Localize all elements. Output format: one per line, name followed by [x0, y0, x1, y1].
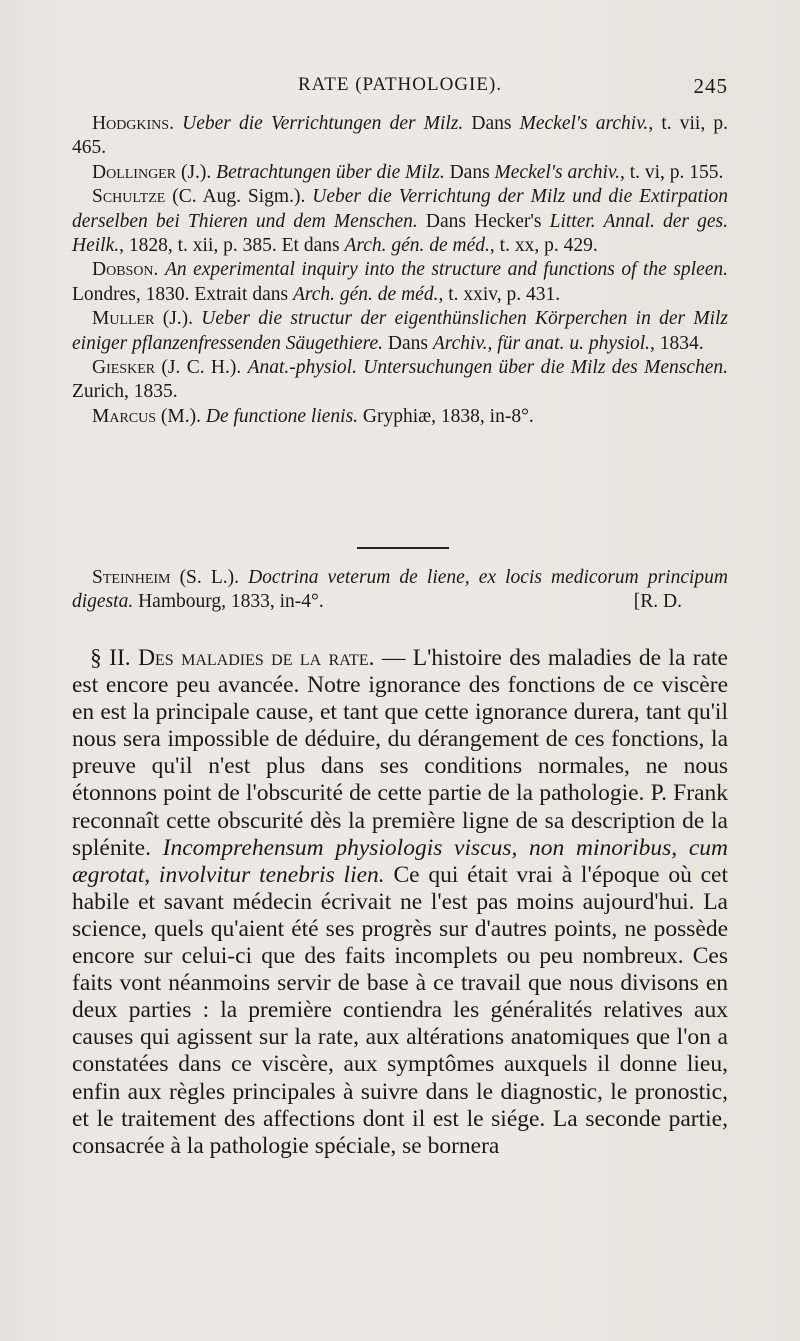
entry-citation: , t. vi, p. 155. [619, 161, 724, 183]
entry-author: Schultze [92, 186, 166, 208]
entry-citation-2: , t. xx, p. 429. [489, 235, 598, 257]
entry-author: Marcus [92, 405, 157, 427]
entry-journal: Archiv., für anat. u. physiol. [432, 332, 651, 354]
entry-title: Ueber die Verrichtungen der Milz. [182, 113, 464, 134]
entry-text: Londres, 1830. Extrait dans [72, 283, 293, 305]
entry-journal: Meckel's archiv. [519, 113, 649, 134]
entry-title: Ueber die Verrichtung der Milz und die Extirpation derselben bei Thieren und dem Menschen. [72, 186, 729, 232]
entry-author: Dollinger [92, 161, 177, 183]
entry-citation: , 1834. [650, 332, 704, 354]
entry-author: Muller [92, 308, 155, 330]
entry-text: Gryphiæ, 1838, in-8°. [358, 405, 534, 427]
entry-text: Dans [444, 161, 495, 183]
entry-author: Steinheim [92, 567, 171, 588]
section-divider [357, 547, 449, 549]
running-title: RATE (PATHOLOGIE). [297, 74, 503, 95]
bibliography-entry [72, 185, 728, 258]
entry-initials: (M.). [156, 405, 206, 427]
section-text-part-2: Ce qui était vrai à l'époque où cet habile et savant médecin écrivait ne l'est pas moins aujourd'hui. La science, quels qu'aient été ses progrès sur d'autres points, ne possède encore sur celui-ci que des faits incomplets ou peu nombreux. Ces faits vont néanmoins servir de base à ce travail que nous divisons en deux parties : la première contiendra les généralités relatives aux causes qui agissent sur la rate, aux altérations anatomiques que l'on a constatées dans ce viscère, aux symptômes auxquels il donne lieu, enfin aux règles principales à suivre dans le diagnostic, le pronostic, et le traitement des affections dont il est le siége. La seconde partie, consacrée à la pathologie spéciale, se bornera [72, 861, 729, 1159]
section-body [72, 645, 728, 1160]
bibliography-entry [72, 112, 728, 161]
section-heading: Des maladies de la rate. [138, 645, 375, 671]
entry-text: Dans Hecker's [417, 210, 550, 232]
entry-text: Dans [463, 113, 520, 134]
entry-title: Betrachtungen über die Milz. [216, 161, 445, 183]
entry-text: Zurich, 1835. [72, 381, 178, 403]
entry-initials: (C. Aug. Sigm.). [165, 186, 313, 208]
entry-journal: Litter. Annal. der ges. Heilk. [72, 210, 728, 257]
bibliography-entry-late [72, 566, 728, 615]
entry-title: De functione lienis. [205, 405, 359, 427]
entry-initials: (J.). [176, 161, 217, 183]
entry-journal: Arch. gén. de méd. [292, 283, 439, 305]
entry-citation: , 1828, t. xii, p. 385. Et dans [119, 235, 345, 257]
page-number: 245 [693, 74, 728, 98]
entry-author: Dobson. [92, 259, 159, 281]
entry-citation: , t. vii, p. 465. [72, 113, 728, 159]
page-header [72, 74, 728, 104]
entry-initials: (J.). [154, 308, 202, 330]
entry-initials: (S. L.). [170, 567, 249, 588]
entry-author: Hodgkins. [92, 113, 174, 134]
latin-quotation: Incomprehensum physiologis viscus, non minoribus, cum ægrotat, involvitur tenebris lien. [72, 834, 729, 888]
entry-text: Dans [383, 332, 433, 354]
section-number: § II. [90, 645, 139, 671]
entry-title: Anat.-physiol. Untersuchungen über die Milz des Menschen. [247, 357, 728, 379]
bibliography-entry [72, 405, 728, 429]
bibliography-entry [72, 161, 728, 185]
author-signature: [R. D. [633, 591, 682, 613]
entry-title: Doctrina veterum de liene, ex locis medicorum principum digesta. [72, 567, 728, 613]
entry-title: An experimental inquiry into the structure and functions of the spleen. [164, 259, 729, 281]
bibliography-list [72, 112, 728, 429]
entry-journal: Meckel's archiv. [494, 161, 620, 183]
entry-author: Giesker [92, 357, 156, 379]
bibliography-entry [72, 307, 728, 356]
bibliography-entry [72, 356, 728, 405]
entry-initials: (J. C. H.). [155, 357, 248, 379]
bibliography-entry [72, 258, 728, 307]
entry-journal-2: Arch. gén. de méd. [344, 235, 490, 257]
entry-text: Hambourg, 1833, in-4°. [133, 591, 324, 613]
section-text-part-1: — L'histoire des maladies de la rate est encore peu avancée. Notre ignorance des fonctions de ce viscère en est la principale cause, et tant que cette ignorance durera, tant qu'il nous sera impossible de déduire, du dérangement de ces fonctions, la preuve qu'il n'est plus dans ses conditions normales, ne nous étonnons point de l'obscurité de cette partie de la pathologie. P. Frank reconnaît cette obscurité dès la première ligne de sa description de la splénite. [72, 645, 728, 861]
entry-title: Ueber die structur der eigenthünslichen Körperchen in der Milz einiger pflanzenfressenden Säugethiere. [72, 308, 729, 354]
entry-citation: , t. xxiv, p. 431. [438, 283, 561, 305]
